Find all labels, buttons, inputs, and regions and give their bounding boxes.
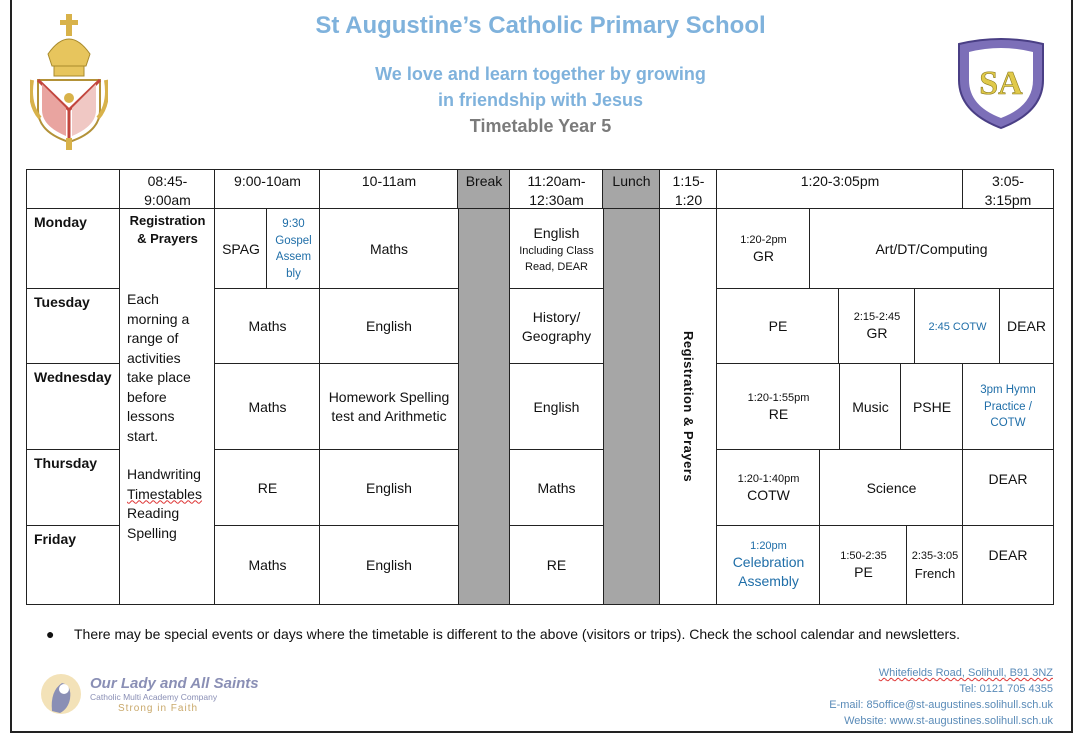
page-subtitle: Timetable Year 5 <box>469 116 612 136</box>
thursday-dear: DEAR <box>962 449 1054 527</box>
friday-1000: English <box>319 525 459 605</box>
wednesday-1120: English <box>509 363 604 451</box>
monday-spag: SPAG <box>214 208 268 290</box>
contact-block <box>829 665 1053 729</box>
break-column <box>457 208 511 605</box>
contact-website[interactable]: Website: www.st-augustines.solihull.sch.uk <box>844 715 1053 727</box>
motto-line-1: We love and learn together by growing <box>375 64 706 84</box>
trust-subname: Catholic Multi Academy Company <box>90 692 218 702</box>
tuesday-1000: English <box>319 288 459 365</box>
thursday-cotw-label: COTW <box>747 486 790 503</box>
thursday-science: Science <box>819 449 964 527</box>
monday-10-11: Maths <box>319 208 459 290</box>
trust-logo-icon <box>38 671 84 717</box>
col-header-1320: 1:20-3:05pm <box>716 169 964 210</box>
wednesday-re-time: 1:20-1:55pm <box>747 391 810 404</box>
col-header-1315: 1:15- 1:20 <box>659 169 718 210</box>
monday-gr <box>716 208 811 290</box>
morning-item: Reading <box>127 505 180 521</box>
badge-letters: SA <box>979 65 1023 102</box>
monday-1120 <box>509 208 604 290</box>
tuesday-cotw: 2:45 COTW <box>914 288 1001 365</box>
thursday-1120: Maths <box>509 449 604 527</box>
trust-name: Our Lady and All Saints <box>90 675 259 692</box>
col-header-1120: 11:20am- 12:30am <box>509 169 604 210</box>
morning-registration-heading: Registration & Prayers <box>129 213 206 246</box>
wednesday-re <box>716 363 841 451</box>
col-header-1505: 3:05- 3:15pm <box>962 169 1054 210</box>
col-header-1000: 10-11am <box>319 169 459 210</box>
timetable-note <box>46 626 960 642</box>
wednesday-re-label: RE <box>768 405 789 422</box>
monday-english: English <box>533 224 580 241</box>
afternoon-registration-cell <box>659 208 718 605</box>
friday-cel-label: Celebration Assembly <box>732 554 805 589</box>
monday-gr-time: 1:20-2pm <box>740 233 787 246</box>
morning-item: Handwriting <box>127 466 201 482</box>
school-name: St Augustine’s Catholic Primary School <box>315 12 766 39</box>
day-friday: Friday <box>26 525 121 605</box>
morning-activities-cell <box>119 208 216 605</box>
morning-description: Each morning a range of activities take place before lessons start. <box>127 291 191 444</box>
trust-logo <box>38 671 268 721</box>
wednesday-hymn-practice: 3pm Hymn Practice / COTW <box>962 363 1054 451</box>
tuesday-dear: DEAR <box>999 288 1054 365</box>
day-thursday: Thursday <box>26 449 121 527</box>
friday-0900: Maths <box>214 525 321 605</box>
motto-line-2: in friendship with Jesus <box>437 90 644 110</box>
friday-pe-label: PE <box>854 563 873 580</box>
wednesday-pshe: PSHE <box>900 363 964 451</box>
day-monday: Monday <box>26 208 121 290</box>
timetable-note-text: There may be special events or days where the timetable is different to the above (visitors or trips). Check the school calendar and newsletters. <box>74 626 961 642</box>
wednesday-1000: Homework Spelling test and Arithmetic <box>319 363 459 451</box>
contact-email[interactable]: E-mail: 85office@st-augustines.solihull.sch.uk <box>829 699 1053 711</box>
monday-art-dt-computing: Art/DT/Computing <box>809 208 1054 290</box>
afternoon-registration-label: Registration & Prayers <box>681 330 696 483</box>
friday-pe-time: 1:50-2:35 <box>840 549 887 562</box>
monday-gr-label: GR <box>752 247 774 264</box>
wednesday-0900: Maths <box>214 363 321 451</box>
tuesday-gr-label: GR <box>866 325 888 341</box>
thursday-cotw <box>716 449 821 527</box>
friday-celebration-assembly <box>716 525 821 605</box>
friday-fr-time: 2:35-3:05 <box>911 549 959 562</box>
tuesday-1120: History/ Geography <box>509 288 604 365</box>
morning-item: Spelling <box>127 524 177 541</box>
tuesday-0900: Maths <box>214 288 321 365</box>
thursday-cotw-time: 1:20-1:40pm <box>737 472 800 485</box>
friday-cel-time: 1:20pm <box>750 540 787 552</box>
wednesday-music: Music <box>839 363 902 451</box>
trust-tagline: Strong in Faith <box>118 703 199 714</box>
day-tuesday: Tuesday <box>26 288 121 365</box>
tuesday-gr-time: 2:15-2:45 <box>853 311 901 323</box>
tuesday-gr <box>838 288 916 365</box>
col-header-0845: 08:45- 9:00am <box>119 169 216 210</box>
thursday-0900: RE <box>214 449 321 527</box>
col-header-0900: 9:00-10am <box>214 169 321 210</box>
monday-gospel-assembly: 9:30 Gospel Assem bly <box>266 208 321 290</box>
morning-item: Timestables <box>127 485 202 502</box>
day-wednesday: Wednesday <box>26 363 121 451</box>
col-header-lunch: Lunch <box>602 169 661 210</box>
friday-pe <box>819 525 908 605</box>
header-corner <box>26 169 121 210</box>
contact-tel: Tel: 0121 705 4355 <box>959 683 1053 695</box>
friday-1120: RE <box>509 525 604 605</box>
col-header-break: Break <box>457 169 511 210</box>
thursday-1000: English <box>319 449 459 527</box>
friday-french <box>906 525 964 605</box>
monday-english-detail: Including Class Read, DEAR <box>519 244 594 273</box>
lunch-column <box>602 208 661 605</box>
friday-dear: DEAR <box>962 525 1054 605</box>
bullet-icon: ● <box>46 626 55 642</box>
friday-fr-label: French <box>914 565 956 581</box>
contact-address: Whitefields Road, Solihull, B91 3NZ <box>878 667 1053 679</box>
tuesday-pe: PE <box>716 288 840 365</box>
